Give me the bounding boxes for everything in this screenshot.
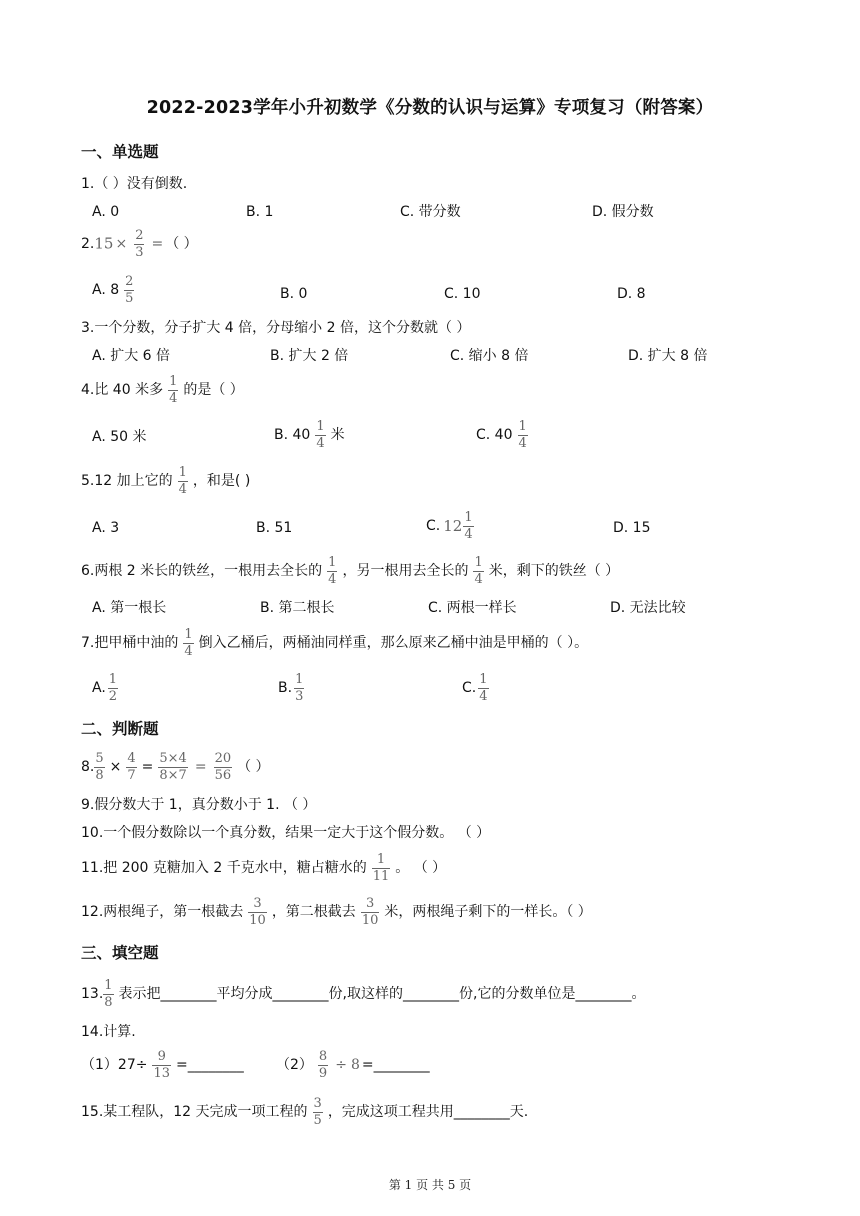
question-11-stem: 11.把 200 克糖加入 2 千克水中，糖占糖水的 $\frac{1}{11}$ 。 （ ） (81, 852, 447, 884)
question-15-stem: 15.某工程队，12 天完成一项工程的 $\frac{3}{5}$ ，完成这项工程共用________天. (81, 1096, 529, 1128)
question-7-option-b: B. $\frac{1}{3}$ (278, 672, 304, 704)
question-4-option-c: C. 40 $\frac{1}{4}$ (476, 419, 527, 451)
question-6-stem: 6.两根 2 米长的铁丝，一根用去全长的 $\frac{1}{4}$ ，另一根用去全长的 $\frac{1}{4}$ 米，剩下的铁丝（ ） (81, 555, 620, 587)
question-2-option-a: A. 8 $\frac{2}{5}$ (92, 274, 134, 306)
question-5-option-a: A. 3 (92, 520, 120, 536)
question-7-stem: 7.把甲桶中油的 $\frac{1}{4}$ 倒入乙桶后，两桶油同样重，那么原来乙桶中油是甲桶的（ ）。 (81, 627, 589, 659)
question-12-stem: 12.两根绳子，第一根截去 $\frac{3}{10}$ ，第二根截去 $\frac{3}{10}$ 米，两根绳子剩下的一样长。（ ） (81, 896, 592, 928)
question-6-option-a: A. 第一根长 (92, 600, 167, 616)
question-5-option-c: C. 12 $\frac{1}{4}$ (426, 510, 473, 542)
question-14-part-1: （1）27÷ $\frac{9}{13}$ =________ (81, 1049, 244, 1081)
question-10-stem: 10.一个假分数除以一个真分数，结果一定大于这个假分数。 （ ） (81, 825, 491, 841)
question-1-stem: 1.（ ）没有倒数. (81, 176, 188, 192)
question-5-option-b: B. 51 (256, 520, 293, 536)
question-1-option-d: D. 假分数 (592, 204, 654, 220)
question-4-option-a: A. 50 米 (92, 429, 147, 445)
question-7-option-a: A. $\frac{1}{2}$ (92, 672, 118, 704)
question-3-option-b: B. 扩大 2 倍 (270, 348, 349, 364)
question-5-option-d: D. 15 (613, 520, 651, 536)
question-4-option-b: B. 40 $\frac{1}{4}$ 米 (274, 419, 345, 451)
question-3-option-c: C. 缩小 8 倍 (450, 348, 529, 364)
question-14-part-2: （2） $\frac{8}{9}$ ÷ 8 =________ (276, 1049, 430, 1081)
question-1-option-a: A. 0 (92, 204, 120, 220)
question-3-option-d: D. 扩大 8 倍 (628, 348, 708, 364)
question-2-option-b: B. 0 (280, 286, 308, 302)
question-13-stem: 13. $\frac{1}{8}$ 表示把________平均分成________份,取这样的________份,它的分数单位是________。 (81, 978, 646, 1010)
page-title: 2022-2023学年小升初数学《分数的认识与运算》专项复习（附答案） (146, 98, 714, 118)
fraction: $\frac{2}{3}$ (135, 228, 144, 260)
question-2-stem: 2.15 × $\frac{2}{3}$ = （ ） (81, 228, 198, 260)
question-1-option-c: C. 带分数 (400, 204, 461, 220)
section-heading-true-false: 二、判断题 (81, 720, 159, 738)
question-7-option-c: C. $\frac{1}{4}$ (462, 672, 488, 704)
section-heading-single-choice: 一、单选题 (81, 143, 159, 161)
question-14-stem: 14.计算. (81, 1024, 136, 1040)
question-9-stem: 9.假分数大于 1，真分数小于 1. （ ） (81, 797, 317, 813)
question-1-option-b: B. 1 (246, 204, 274, 220)
question-6-option-b: B. 第二根长 (260, 600, 335, 616)
question-2-option-d: D. 8 (617, 286, 646, 302)
question-8-stem: 8. $\frac{5}{8}$ × $\frac{4}{7}$ = $\frac{5\times 4}{8\times 7}$ = $\frac{20}{56}$ （ ） (81, 751, 270, 783)
question-4-stem: 4.比 40 米多 $\frac{1}{4}$ 的是（ ） (81, 374, 244, 406)
section-heading-fill-in: 三、填空题 (81, 944, 159, 962)
question-2-option-c: C. 10 (444, 286, 481, 302)
page-footer: 第 1 页 共 5 页 (388, 1178, 472, 1192)
question-3-stem: 3.一个分数，分子扩大 4 倍，分母缩小 2 倍，这个分数就（ ） (81, 320, 471, 336)
question-6-option-c: C. 两根一样长 (428, 600, 517, 616)
question-5-stem: 5.12 加上它的 $\frac{1}{4}$ ，和是( ) (81, 465, 251, 497)
question-6-option-d: D. 无法比较 (610, 600, 686, 616)
question-3-option-a: A. 扩大 6 倍 (92, 348, 171, 364)
